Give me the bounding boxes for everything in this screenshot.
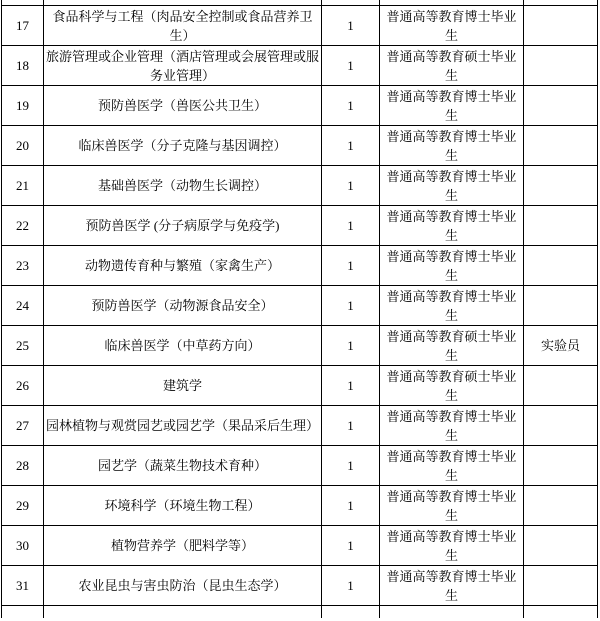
note-cell (524, 566, 598, 606)
table-row (2, 246, 598, 286)
positions-table (1, 0, 598, 618)
empty-cell (524, 606, 598, 619)
note-cell (524, 206, 598, 246)
education-req-cell: 普通高等教育博士毕业生 (380, 126, 524, 166)
education-req-cell: 普通高等教育硕士毕业生 (380, 46, 524, 86)
major-cell: 预防兽医学（兽医公共卫生） (44, 86, 322, 126)
row-number-cell: 18 (2, 46, 44, 86)
major-cell: 基础兽医学（动物生长调控） (44, 166, 322, 206)
headcount-cell: 1 (322, 206, 380, 246)
note-cell (524, 166, 598, 206)
headcount-cell: 1 (322, 526, 380, 566)
note-cell (524, 446, 598, 486)
headcount-cell: 1 (322, 566, 380, 606)
row-number-cell: 23 (2, 246, 44, 286)
note-cell (524, 6, 598, 46)
row-number-cell: 27 (2, 406, 44, 446)
headcount-cell: 1 (322, 46, 380, 86)
note-cell (524, 126, 598, 166)
partial-row-bottom (2, 606, 598, 619)
note-cell (524, 526, 598, 566)
major-cell: 动物遗传育种与繁殖（家禽生产） (44, 246, 322, 286)
headcount-cell: 1 (322, 326, 380, 366)
headcount-cell: 1 (322, 366, 380, 406)
table-row (2, 46, 598, 86)
education-req-cell: 普通高等教育博士毕业生 (380, 526, 524, 566)
major-cell: 园艺学（蔬菜生物技术育种） (44, 446, 322, 486)
major-cell: 建筑学 (44, 366, 322, 406)
note-cell (524, 46, 598, 86)
headcount-cell: 1 (322, 246, 380, 286)
note-cell (524, 486, 598, 526)
note-cell (524, 366, 598, 406)
education-req-cell: 普通高等教育博士毕业生 (380, 206, 524, 246)
education-req-cell: 普通高等教育博士毕业生 (380, 566, 524, 606)
table-row (2, 486, 598, 526)
table-row (2, 6, 598, 46)
row-number-cell: 30 (2, 526, 44, 566)
table-row (2, 126, 598, 166)
headcount-cell: 1 (322, 486, 380, 526)
major-cell: 预防兽医学（动物源食品安全） (44, 286, 322, 326)
table-row (2, 166, 598, 206)
major-cell: 环境科学（环境生物工程） (44, 486, 322, 526)
headcount-cell: 1 (322, 126, 380, 166)
table-row (2, 406, 598, 446)
empty-cell (44, 606, 322, 619)
table-row (2, 86, 598, 126)
major-cell: 预防兽医学 (分子病原学与免疫学) (44, 206, 322, 246)
headcount-cell: 1 (322, 446, 380, 486)
row-number-cell: 19 (2, 86, 44, 126)
row-number-cell: 22 (2, 206, 44, 246)
table-row (2, 366, 598, 406)
row-number-cell: 21 (2, 166, 44, 206)
table-row (2, 206, 598, 246)
table-row (2, 326, 598, 366)
education-req-cell: 普通高等教育博士毕业生 (380, 486, 524, 526)
empty-cell (380, 606, 524, 619)
headcount-cell: 1 (322, 406, 380, 446)
education-req-cell: 普通高等教育硕士毕业生 (380, 326, 524, 366)
note-cell (524, 286, 598, 326)
education-req-cell: 普通高等教育硕士毕业生 (380, 366, 524, 406)
note-cell (524, 406, 598, 446)
education-req-cell: 普通高等教育博士毕业生 (380, 246, 524, 286)
note-cell (524, 86, 598, 126)
empty-cell (322, 606, 380, 619)
education-req-cell: 普通高等教育博士毕业生 (380, 6, 524, 46)
table-row (2, 446, 598, 486)
education-req-cell: 普通高等教育博士毕业生 (380, 446, 524, 486)
row-number-cell: 24 (2, 286, 44, 326)
education-req-cell: 普通高等教育博士毕业生 (380, 406, 524, 446)
major-cell: 临床兽医学（分子克隆与基因调控） (44, 126, 322, 166)
row-number-cell: 17 (2, 6, 44, 46)
education-req-cell: 普通高等教育博士毕业生 (380, 286, 524, 326)
table-row (2, 286, 598, 326)
headcount-cell: 1 (322, 166, 380, 206)
table-row (2, 526, 598, 566)
major-cell: 临床兽医学（中草药方向） (44, 326, 322, 366)
note-cell (524, 246, 598, 286)
row-number-cell: 29 (2, 486, 44, 526)
education-req-cell: 普通高等教育博士毕业生 (380, 166, 524, 206)
major-cell: 食品科学与工程（肉品安全控制或食品营养卫生） (44, 6, 322, 46)
row-number-cell: 20 (2, 126, 44, 166)
education-req-cell: 普通高等教育博士毕业生 (380, 86, 524, 126)
headcount-cell: 1 (322, 6, 380, 46)
headcount-cell: 1 (322, 286, 380, 326)
note-cell: 实验员 (524, 326, 598, 366)
row-number-cell: 26 (2, 366, 44, 406)
major-cell: 农业昆虫与害虫防治（昆虫生态学） (44, 566, 322, 606)
row-number-cell: 31 (2, 566, 44, 606)
row-number-cell: 28 (2, 446, 44, 486)
major-cell: 旅游管理或企业管理（酒店管理或会展管理或服务业管理） (44, 46, 322, 86)
empty-cell (2, 606, 44, 619)
major-cell: 植物营养学（肥料学等） (44, 526, 322, 566)
table-row (2, 566, 598, 606)
headcount-cell: 1 (322, 86, 380, 126)
row-number-cell: 25 (2, 326, 44, 366)
major-cell: 园林植物与观赏园艺或园艺学（果品采后生理） (44, 406, 322, 446)
